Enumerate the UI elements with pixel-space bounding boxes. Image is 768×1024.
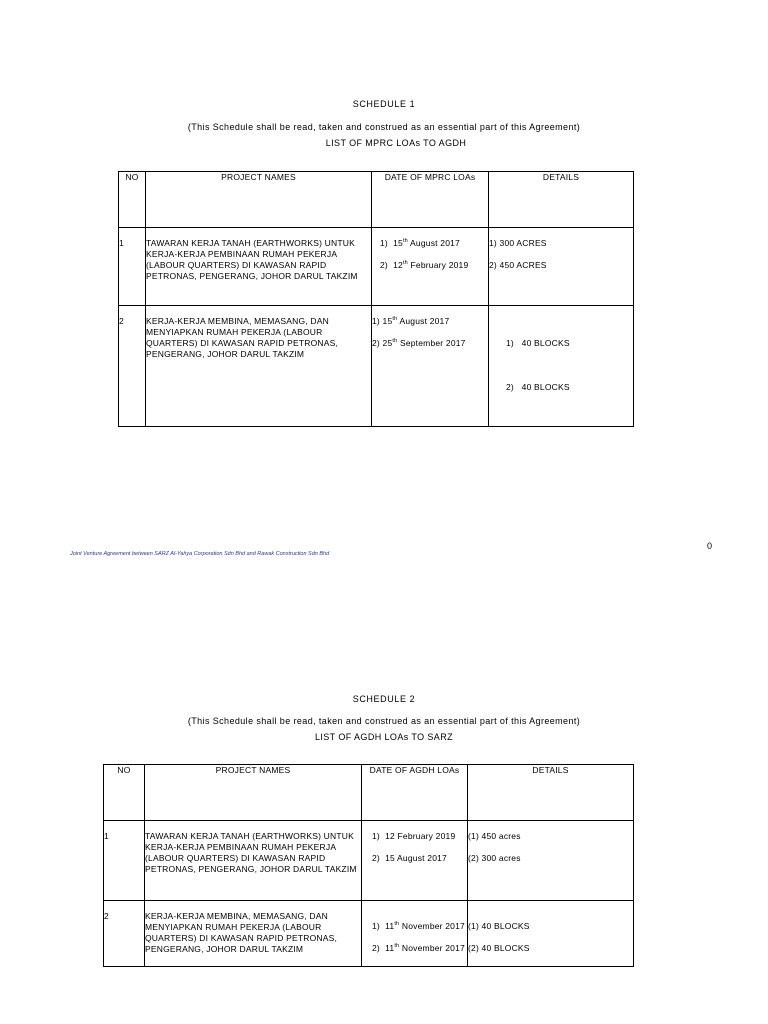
- header-no: NO: [119, 172, 146, 228]
- header-project-names: PROJECT NAMES: [145, 765, 362, 821]
- schedule-1-list-title: LIST OF MPRC LOAs TO AGDH: [325, 138, 467, 148]
- table-row: [104, 901, 634, 967]
- table-row: [119, 228, 634, 306]
- project-name: KERJA-KERJA MEMBINA, MEMASANG, DAN MENYIAPKAN RUMAH PEKERJA (LABOUR QUARTERS) DI KAWASAN RAPID PETRONAS, PENGERANG, JOHOR DARUL TAKZIM: [145, 901, 362, 967]
- details: [468, 821, 634, 901]
- header-date: DATE OF AGDH LOAs: [362, 765, 468, 821]
- detail-item: (1) 450 acres: [468, 831, 521, 841]
- row-number: 1: [104, 821, 145, 901]
- header-details: DETAILS: [489, 172, 634, 228]
- project-name: TAWARAN KERJA TANAH (EARTHWORKS) UNTUK KERJA-KERJA PEMBINAAN RUMAH PEKERJA (LABOUR QUARTERS) DI KAWASAN RAPID PETRONAS, PENGERANG, JOHOR DARUL TAKZIM: [146, 228, 372, 306]
- detail-item: 2) 450 ACRES: [489, 260, 547, 270]
- page-number: 0: [707, 541, 713, 551]
- header-no: NO: [104, 765, 145, 821]
- detail-item: (1) 40 BLOCKS: [468, 921, 530, 931]
- detail-item: (2) 300 acres: [468, 853, 521, 863]
- header-date: DATE OF MPRC LOAs: [372, 172, 489, 228]
- schedule-2-table: [103, 764, 634, 967]
- table-header-row: [104, 765, 634, 821]
- date-item: 1) 11th November 2017: [372, 921, 465, 931]
- row-number: 2: [119, 306, 146, 427]
- schedule-1-title: SCHEDULE 1: [352, 99, 416, 109]
- date-item: 2) 15 August 2017: [372, 853, 447, 863]
- date-item: 1) 15th August 2017: [372, 316, 450, 326]
- details: [489, 306, 634, 427]
- details: [468, 901, 634, 967]
- schedule-2-list-title: LIST OF AGDH LOAs TO SARZ: [314, 732, 454, 742]
- project-name: TAWARAN KERJA TANAH (EARTHWORKS) UNTUK KERJA-KERJA PEMBINAAN RUMAH PEKERJA (LABOUR QUARTERS) DI KAWASAN RAPID PETRONAS, PENGERANG, JOHOR DARUL TAKZIM: [145, 821, 362, 901]
- detail-item: 1) 300 ACRES: [489, 238, 547, 248]
- header-project-names: PROJECT NAMES: [146, 172, 372, 228]
- details: [489, 228, 634, 306]
- project-name: KERJA-KERJA MEMBINA, MEMASANG, DAN MENYIAPKAN RUMAH PEKERJA (LABOUR QUARTERS) DI KAWASAN RAPID PETRONAS, PENGERANG, JOHOR DARUL TAKZIM: [146, 306, 372, 427]
- date-item: 2) 11th November 2017: [372, 943, 465, 953]
- loa-dates: [372, 228, 489, 306]
- row-number: 2: [104, 901, 145, 967]
- date-item: 1) 15th August 2017: [380, 238, 460, 248]
- footer-note: Joint Venture Agreement between SARZ Al-Yahya Corporation Sdn Bhd and Rawak Construction Sdn Bhd: [70, 551, 330, 557]
- header-details: DETAILS: [468, 765, 634, 821]
- schedule-1-subtitle: (This Schedule shall be read, taken and construed as an essential part of this Agreement): [187, 122, 581, 132]
- table-header-row: [119, 172, 634, 228]
- detail-item: (2) 40 BLOCKS: [468, 943, 530, 953]
- date-item: 2) 12th February 2019: [380, 260, 469, 270]
- row-number: 1: [119, 228, 146, 306]
- schedule-1-table: [118, 171, 634, 427]
- schedule-2-title: SCHEDULE 2: [352, 694, 416, 704]
- loa-dates: [362, 901, 468, 967]
- date-item: 2) 25th September 2017: [372, 338, 466, 348]
- date-item: 1) 12 February 2019: [372, 831, 456, 841]
- loa-dates: [372, 306, 489, 427]
- table-row: [119, 306, 634, 427]
- detail-item: 2) 40 BLOCKS: [506, 382, 570, 392]
- loa-dates: [362, 821, 468, 901]
- detail-item: 1) 40 BLOCKS: [506, 338, 570, 348]
- schedule-2-subtitle: (This Schedule shall be read, taken and construed as an essential part of this Agreement): [187, 716, 581, 726]
- table-row: [104, 821, 634, 901]
